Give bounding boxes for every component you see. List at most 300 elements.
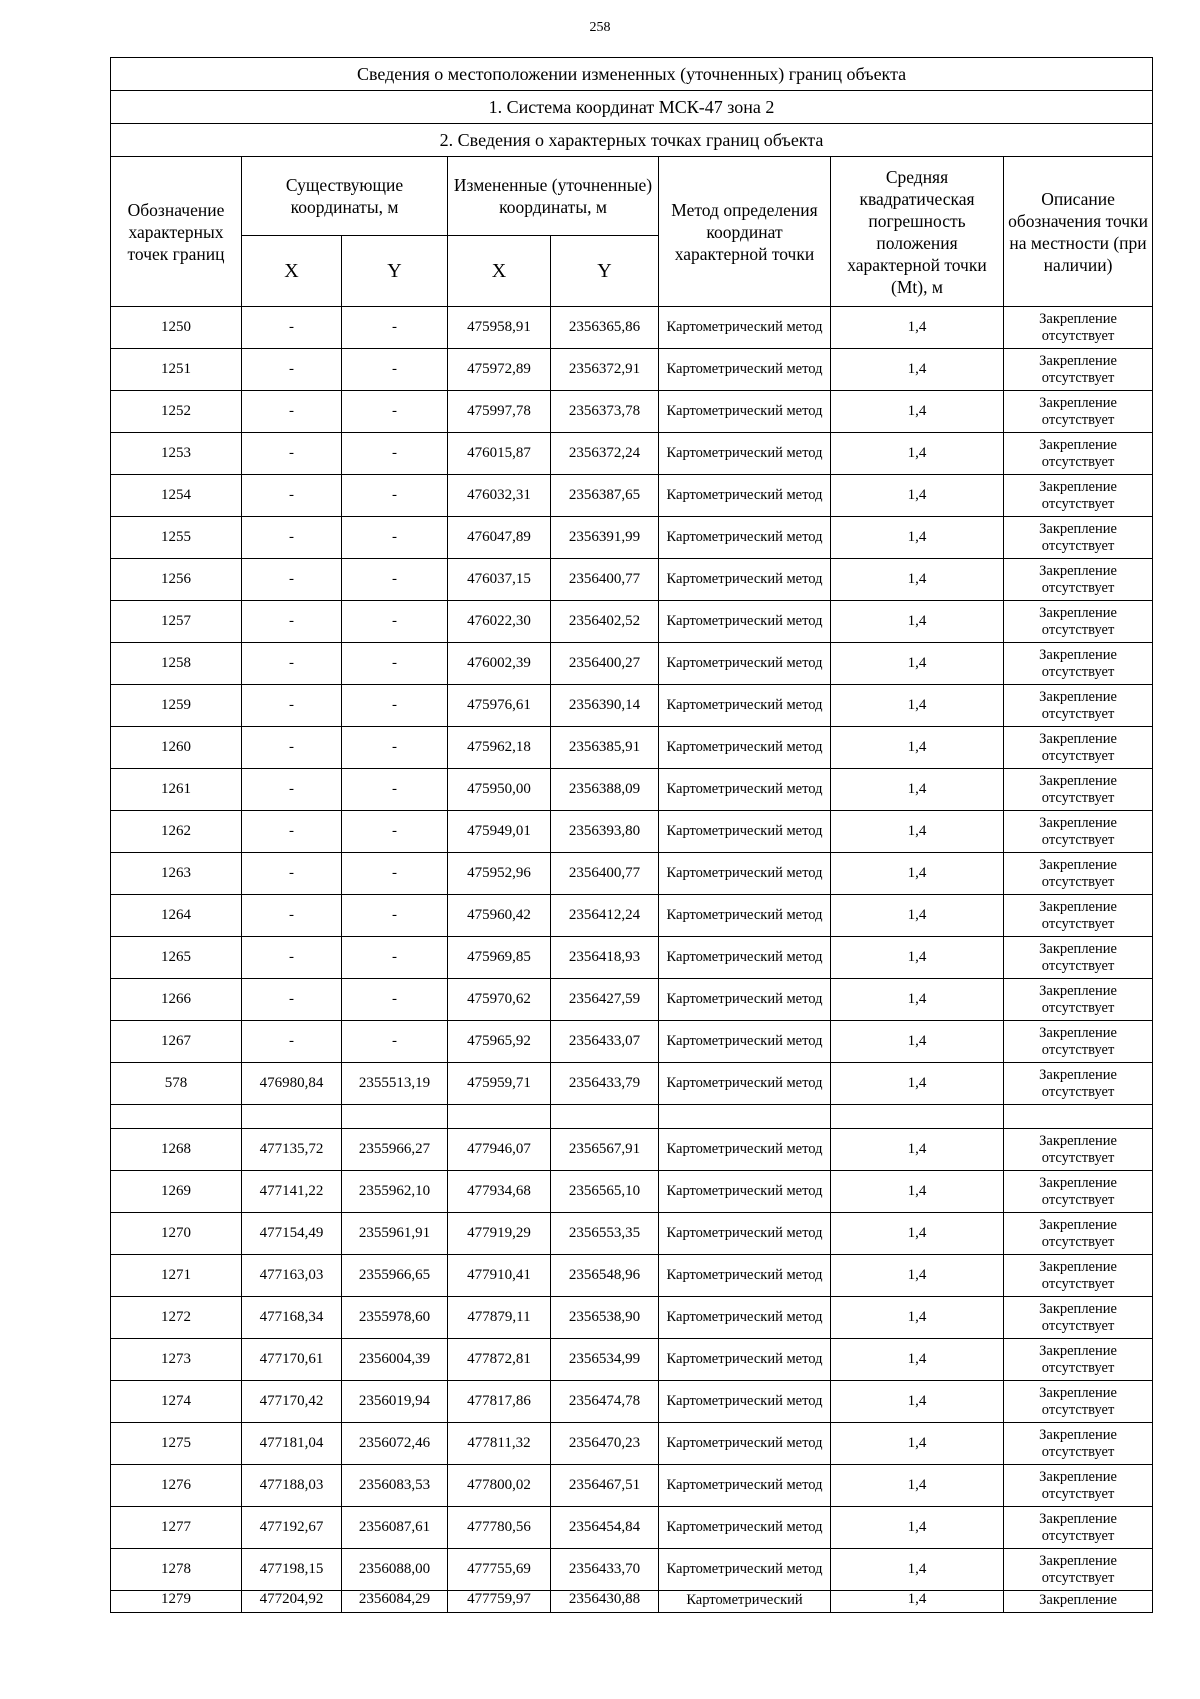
existing-x-cell: 477168,34 xyxy=(242,1297,342,1339)
existing-x-cell: - xyxy=(242,1021,342,1063)
table-row xyxy=(111,1213,1153,1255)
existing-x-cell: - xyxy=(242,559,342,601)
table-row xyxy=(111,769,1153,811)
description-cell-text: Закрепление отсутствует xyxy=(1039,688,1117,722)
changed-y-cell: 2356400,77 xyxy=(551,559,659,601)
changed-x-cell: 477919,29 xyxy=(448,1213,551,1255)
existing-x-cell: - xyxy=(242,475,342,517)
point-id-cell: 1266 xyxy=(111,979,242,1021)
method-cell xyxy=(659,1021,831,1063)
changed-x-cell: 475959,71 xyxy=(448,1063,551,1105)
existing-x-cell: 477163,03 xyxy=(242,1255,342,1297)
changed-x-cell: 477817,86 xyxy=(448,1381,551,1423)
existing-y-cell: - xyxy=(342,811,448,853)
existing-x-cell: 477192,67 xyxy=(242,1507,342,1549)
description-cell-text: Закрепление отсутствует xyxy=(1039,478,1117,512)
changed-x-cell: 476022,30 xyxy=(448,601,551,643)
description-cell-text: Закрепление отсутствует xyxy=(1039,646,1117,680)
changed-x-cell: 476037,15 xyxy=(448,559,551,601)
description-cell-text: Закрепление отсутствует xyxy=(1039,1216,1117,1250)
coordinate-system-title: 1. Система координат МСК-47 зона 2 xyxy=(111,91,1153,124)
point-id-cell: 1265 xyxy=(111,937,242,979)
section-title: 2. Сведения о характерных точках границ объекта xyxy=(111,124,1153,157)
error-cell: 1,4 xyxy=(831,1549,1004,1591)
point-id-cell: 1257 xyxy=(111,601,242,643)
error-cell: 1,4 xyxy=(831,1423,1004,1465)
method-cell-text: Картометрический метод xyxy=(666,445,823,461)
method-cell xyxy=(659,307,831,349)
changed-x-cell: 477800,02 xyxy=(448,1465,551,1507)
point-id-cell: 1256 xyxy=(111,559,242,601)
description-cell-text: Закрепление отсутствует xyxy=(1039,352,1117,386)
existing-x-cell: - xyxy=(242,853,342,895)
point-id-cell: 1278 xyxy=(111,1549,242,1591)
description-cell-text: Закрепление отсутствует xyxy=(1039,604,1117,638)
method-cell xyxy=(659,1213,831,1255)
error-cell: 1,4 xyxy=(831,601,1004,643)
existing-x-cell: - xyxy=(242,895,342,937)
changed-y-cell: 2356467,51 xyxy=(551,1465,659,1507)
existing-x-cell: - xyxy=(242,643,342,685)
existing-x-cell: 477170,61 xyxy=(242,1339,342,1381)
point-id-cell: 1274 xyxy=(111,1381,242,1423)
method-cell-text: Картометрический метод xyxy=(666,697,823,713)
changed-y-cell: 2356427,59 xyxy=(551,979,659,1021)
method-cell xyxy=(659,1255,831,1297)
existing-y-cell: - xyxy=(342,895,448,937)
header-error: Средняя квадратическая погрешность положения характерной точки (Mt), м xyxy=(831,157,1004,307)
error-cell: 1,4 xyxy=(831,433,1004,475)
description-cell xyxy=(1004,475,1153,517)
description-cell-text: Закрепление отсутствует xyxy=(1039,1258,1117,1292)
boundary-points-table xyxy=(110,57,1153,1613)
description-cell xyxy=(1004,391,1153,433)
header-changed-y: Y xyxy=(551,236,659,307)
description-cell-text: Закрепление отсутствует xyxy=(1039,436,1117,470)
changed-x-cell: 475969,85 xyxy=(448,937,551,979)
point-id-cell: 1272 xyxy=(111,1297,242,1339)
point-id-cell: 1253 xyxy=(111,433,242,475)
existing-x-cell: - xyxy=(242,391,342,433)
header-changed-x: X xyxy=(448,236,551,307)
description-cell xyxy=(1004,1549,1153,1591)
existing-x-cell: 477154,49 xyxy=(242,1213,342,1255)
changed-x-cell: 477811,32 xyxy=(448,1423,551,1465)
changed-x-cell: 477872,81 xyxy=(448,1339,551,1381)
method-cell-text: Картометрический метод xyxy=(666,571,823,587)
header-existing-coordinates: Существующие координаты, м xyxy=(242,157,448,236)
table-row xyxy=(111,1549,1153,1591)
existing-x-cell: 476980,84 xyxy=(242,1063,342,1105)
existing-x-cell: - xyxy=(242,811,342,853)
description-cell xyxy=(1004,937,1153,979)
table-row xyxy=(111,1381,1153,1423)
changed-y-cell: 2356400,27 xyxy=(551,643,659,685)
existing-x-cell: - xyxy=(242,517,342,559)
existing-y-cell: - xyxy=(342,391,448,433)
description-cell xyxy=(1004,1297,1153,1339)
changed-x-cell: 476032,31 xyxy=(448,475,551,517)
point-id-cell: 1251 xyxy=(111,349,242,391)
table-row xyxy=(111,559,1153,601)
method-cell xyxy=(659,895,831,937)
method-cell-text: Картометрический метод xyxy=(666,403,823,419)
existing-x-cell: - xyxy=(242,349,342,391)
existing-y-cell: 2355961,91 xyxy=(342,1213,448,1255)
existing-y-cell: - xyxy=(342,349,448,391)
changed-y-cell: 2356391,99 xyxy=(551,517,659,559)
header-description: Описание обозначения точки на местности (при наличии) xyxy=(1004,157,1153,307)
existing-y-cell: - xyxy=(342,433,448,475)
point-id-cell: 1254 xyxy=(111,475,242,517)
point-id-cell: 1252 xyxy=(111,391,242,433)
error-cell: 1,4 xyxy=(831,1507,1004,1549)
changed-y-cell: 2356553,35 xyxy=(551,1213,659,1255)
method-cell xyxy=(659,1063,831,1105)
description-cell xyxy=(1004,1171,1153,1213)
method-cell-text: Картометрический метод xyxy=(666,1141,823,1157)
description-cell xyxy=(1004,853,1153,895)
changed-x-cell: 475958,91 xyxy=(448,307,551,349)
method-cell-text: Картометрический метод xyxy=(666,1183,823,1199)
description-cell-text: Закрепление отсутствует xyxy=(1039,1384,1117,1418)
changed-y-cell: 2356390,14 xyxy=(551,685,659,727)
method-cell-text: Картометрический метод xyxy=(666,781,823,797)
changed-y-cell: 2356470,23 xyxy=(551,1423,659,1465)
error-cell: 1,4 xyxy=(831,853,1004,895)
error-cell: 1,4 xyxy=(831,475,1004,517)
changed-y-cell: 2356400,77 xyxy=(551,853,659,895)
changed-x-cell: 475960,42 xyxy=(448,895,551,937)
description-cell-text: Закрепление отсутствует xyxy=(1039,1024,1117,1058)
method-cell xyxy=(659,853,831,895)
existing-y-cell: 2356004,39 xyxy=(342,1339,448,1381)
method-cell xyxy=(659,1129,831,1171)
existing-y-cell: - xyxy=(342,1021,448,1063)
description-cell-text: Закрепление xyxy=(1039,1592,1117,1608)
description-cell-text: Закрепление отсутствует xyxy=(1039,856,1117,890)
existing-y-cell: - xyxy=(342,559,448,601)
method-cell-text: Картометрический метод xyxy=(666,1225,823,1241)
changed-x-cell: 477946,07 xyxy=(448,1129,551,1171)
description-cell xyxy=(1004,1213,1153,1255)
changed-y-cell: 2356373,78 xyxy=(551,391,659,433)
method-cell-text: Картометрический метод xyxy=(666,865,823,881)
changed-x-cell: 477934,68 xyxy=(448,1171,551,1213)
method-cell xyxy=(659,559,831,601)
table-row xyxy=(111,475,1153,517)
method-cell xyxy=(659,601,831,643)
description-cell-text: Закрепление отсутствует xyxy=(1039,982,1117,1016)
point-id-cell: 1259 xyxy=(111,685,242,727)
error-cell: 1,4 xyxy=(831,349,1004,391)
description-cell xyxy=(1004,1423,1153,1465)
description-cell-text: Закрепление отсутствует xyxy=(1039,1468,1117,1502)
error-cell: 1,4 xyxy=(831,979,1004,1021)
error-cell: 1,4 xyxy=(831,1171,1004,1213)
method-cell xyxy=(659,1297,831,1339)
method-cell xyxy=(659,643,831,685)
existing-y-cell: 2356083,53 xyxy=(342,1465,448,1507)
existing-x-cell: 477188,03 xyxy=(242,1465,342,1507)
empty-cell xyxy=(551,1105,659,1129)
method-cell xyxy=(659,979,831,1021)
existing-x-cell: - xyxy=(242,937,342,979)
description-cell-text: Закрепление отсутствует xyxy=(1039,1342,1117,1376)
method-cell-text: Картометрический метод xyxy=(666,1033,823,1049)
error-cell: 1,4 xyxy=(831,685,1004,727)
table-row xyxy=(111,1507,1153,1549)
changed-x-cell: 475949,01 xyxy=(448,811,551,853)
existing-x-cell: - xyxy=(242,433,342,475)
description-cell-text: Закрепление отсутствует xyxy=(1039,898,1117,932)
existing-y-cell: - xyxy=(342,727,448,769)
changed-y-cell: 2356433,70 xyxy=(551,1549,659,1591)
page-number: 258 xyxy=(589,20,611,35)
method-cell-text: Картометрический xyxy=(686,1592,803,1608)
changed-y-cell: 2356365,86 xyxy=(551,307,659,349)
table-row xyxy=(111,979,1153,1021)
method-cell-text: Картометрический метод xyxy=(666,949,823,965)
method-cell xyxy=(659,1423,831,1465)
error-cell: 1,4 xyxy=(831,1381,1004,1423)
description-cell-text: Закрепление отсутствует xyxy=(1039,772,1117,806)
method-cell-text: Картометрический метод xyxy=(666,613,823,629)
changed-y-cell: 2356402,52 xyxy=(551,601,659,643)
table-title: Сведения о местоположении измененных (уточненных) границ объекта xyxy=(111,58,1153,91)
description-cell-text: Закрепление отсутствует xyxy=(1039,310,1117,344)
error-cell: 1,4 xyxy=(831,769,1004,811)
changed-y-cell: 2356567,91 xyxy=(551,1129,659,1171)
description-cell xyxy=(1004,517,1153,559)
method-cell xyxy=(659,475,831,517)
table-row xyxy=(111,685,1153,727)
changed-x-cell: 477759,97 xyxy=(448,1591,551,1613)
description-cell-text: Закрепление отсутствует xyxy=(1039,814,1117,848)
point-id-cell: 1276 xyxy=(111,1465,242,1507)
table-row xyxy=(111,1339,1153,1381)
table-row xyxy=(111,1297,1153,1339)
point-id-cell: 1260 xyxy=(111,727,242,769)
table-row xyxy=(111,853,1153,895)
error-cell: 1,4 xyxy=(831,937,1004,979)
changed-y-cell: 2356387,65 xyxy=(551,475,659,517)
description-cell xyxy=(1004,643,1153,685)
method-cell xyxy=(659,1549,831,1591)
error-cell: 1,4 xyxy=(831,307,1004,349)
method-cell-text: Картометрический метод xyxy=(666,739,823,755)
method-cell-text: Картометрический метод xyxy=(666,1267,823,1283)
error-cell: 1,4 xyxy=(831,1297,1004,1339)
existing-y-cell: - xyxy=(342,769,448,811)
description-cell xyxy=(1004,1591,1153,1613)
error-cell: 1,4 xyxy=(831,559,1004,601)
empty-cell xyxy=(342,1105,448,1129)
method-cell xyxy=(659,937,831,979)
changed-x-cell: 475950,00 xyxy=(448,769,551,811)
description-cell-text: Закрепление отсутствует xyxy=(1039,1174,1117,1208)
description-cell xyxy=(1004,349,1153,391)
table-row xyxy=(111,391,1153,433)
table-row xyxy=(111,1591,1153,1613)
changed-x-cell: 475962,18 xyxy=(448,727,551,769)
method-cell xyxy=(659,685,831,727)
changed-y-cell: 2356388,09 xyxy=(551,769,659,811)
changed-x-cell: 475976,61 xyxy=(448,685,551,727)
error-cell: 1,4 xyxy=(831,1591,1004,1613)
description-cell xyxy=(1004,1507,1153,1549)
table-row xyxy=(111,1129,1153,1171)
method-cell-text: Картометрический метод xyxy=(666,655,823,671)
error-cell: 1,4 xyxy=(831,1213,1004,1255)
empty-cell xyxy=(448,1105,551,1129)
empty-cell xyxy=(1004,1105,1153,1129)
changed-y-cell: 2356454,84 xyxy=(551,1507,659,1549)
method-cell-text: Картометрический метод xyxy=(666,529,823,545)
changed-y-cell: 2356548,96 xyxy=(551,1255,659,1297)
method-cell-text: Картометрический метод xyxy=(666,1393,823,1409)
changed-x-cell: 475952,96 xyxy=(448,853,551,895)
method-cell-text: Картометрический метод xyxy=(666,487,823,503)
description-cell-text: Закрепление отсутствует xyxy=(1039,1300,1117,1334)
changed-y-cell: 2356474,78 xyxy=(551,1381,659,1423)
existing-y-cell: 2355513,19 xyxy=(342,1063,448,1105)
description-cell-text: Закрепление отсутствует xyxy=(1039,940,1117,974)
existing-y-cell: 2356087,61 xyxy=(342,1507,448,1549)
table-row xyxy=(111,1021,1153,1063)
changed-x-cell: 476047,89 xyxy=(448,517,551,559)
method-cell-text: Картометрический метод xyxy=(666,1435,823,1451)
method-cell xyxy=(659,349,831,391)
changed-x-cell: 477910,41 xyxy=(448,1255,551,1297)
existing-y-cell: 2356019,94 xyxy=(342,1381,448,1423)
existing-x-cell: - xyxy=(242,727,342,769)
table-row xyxy=(111,895,1153,937)
table-row xyxy=(111,811,1153,853)
method-cell xyxy=(659,1171,831,1213)
table-row xyxy=(111,1423,1153,1465)
error-cell: 1,4 xyxy=(831,727,1004,769)
method-cell-text: Картометрический метод xyxy=(666,319,823,335)
description-cell xyxy=(1004,685,1153,727)
changed-y-cell: 2356385,91 xyxy=(551,727,659,769)
description-cell xyxy=(1004,601,1153,643)
existing-y-cell: - xyxy=(342,853,448,895)
point-id-cell: 1262 xyxy=(111,811,242,853)
existing-x-cell: 477141,22 xyxy=(242,1171,342,1213)
point-id-cell: 1279 xyxy=(111,1591,242,1613)
point-id-cell: 578 xyxy=(111,1063,242,1105)
error-cell: 1,4 xyxy=(831,1021,1004,1063)
error-cell: 1,4 xyxy=(831,517,1004,559)
method-cell-text: Картометрический метод xyxy=(666,1519,823,1535)
changed-y-cell: 2356565,10 xyxy=(551,1171,659,1213)
error-cell: 1,4 xyxy=(831,1339,1004,1381)
empty-cell xyxy=(111,1105,242,1129)
method-cell xyxy=(659,433,831,475)
existing-x-cell: 477198,15 xyxy=(242,1549,342,1591)
method-cell xyxy=(659,1339,831,1381)
description-cell xyxy=(1004,1381,1153,1423)
error-cell: 1,4 xyxy=(831,643,1004,685)
existing-x-cell: 477170,42 xyxy=(242,1381,342,1423)
changed-x-cell: 476002,39 xyxy=(448,643,551,685)
existing-x-cell: 477204,92 xyxy=(242,1591,342,1613)
point-id-cell: 1268 xyxy=(111,1129,242,1171)
changed-y-cell: 2356372,91 xyxy=(551,349,659,391)
table-row xyxy=(111,937,1153,979)
point-id-cell: 1275 xyxy=(111,1423,242,1465)
existing-x-cell: - xyxy=(242,685,342,727)
changed-y-cell: 2356538,90 xyxy=(551,1297,659,1339)
existing-y-cell: 2356088,00 xyxy=(342,1549,448,1591)
method-cell xyxy=(659,1591,831,1613)
method-cell xyxy=(659,1507,831,1549)
description-cell-text: Закрепление отсутствует xyxy=(1039,1132,1117,1166)
empty-cell xyxy=(659,1105,831,1129)
existing-y-cell: - xyxy=(342,937,448,979)
method-cell-text: Картометрический метод xyxy=(666,1075,823,1091)
point-id-cell: 1269 xyxy=(111,1171,242,1213)
method-cell xyxy=(659,517,831,559)
changed-x-cell: 475965,92 xyxy=(448,1021,551,1063)
existing-y-cell: 2355962,10 xyxy=(342,1171,448,1213)
header-changed-coordinates: Измененные (уточненные) координаты, м xyxy=(448,157,659,236)
existing-y-cell: 2356072,46 xyxy=(342,1423,448,1465)
error-cell: 1,4 xyxy=(831,1465,1004,1507)
description-cell-text: Закрепление отсутствует xyxy=(1039,520,1117,554)
changed-x-cell: 477780,56 xyxy=(448,1507,551,1549)
description-cell-text: Закрепление отсутствует xyxy=(1039,562,1117,596)
existing-y-cell: 2355966,65 xyxy=(342,1255,448,1297)
description-cell xyxy=(1004,559,1153,601)
description-cell xyxy=(1004,769,1153,811)
changed-x-cell: 475997,78 xyxy=(448,391,551,433)
description-cell xyxy=(1004,433,1153,475)
existing-x-cell: - xyxy=(242,307,342,349)
description-cell-text: Закрепление отсутствует xyxy=(1039,730,1117,764)
existing-y-cell: 2355966,27 xyxy=(342,1129,448,1171)
error-cell: 1,4 xyxy=(831,811,1004,853)
changed-y-cell: 2356418,93 xyxy=(551,937,659,979)
changed-x-cell: 476015,87 xyxy=(448,433,551,475)
description-cell-text: Закрепление отсутствует xyxy=(1039,1066,1117,1100)
method-cell xyxy=(659,1381,831,1423)
table-row xyxy=(111,601,1153,643)
changed-y-cell: 2356433,07 xyxy=(551,1021,659,1063)
header-method: Метод определения координат характерной точки xyxy=(659,157,831,307)
empty-cell xyxy=(242,1105,342,1129)
description-cell-text: Закрепление отсутствует xyxy=(1039,1510,1117,1544)
description-cell xyxy=(1004,1021,1153,1063)
method-cell-text: Картометрический метод xyxy=(666,823,823,839)
table-row xyxy=(111,1465,1153,1507)
empty-cell xyxy=(831,1105,1004,1129)
point-id-cell: 1261 xyxy=(111,769,242,811)
description-cell xyxy=(1004,979,1153,1021)
existing-y-cell: - xyxy=(342,643,448,685)
changed-y-cell: 2356534,99 xyxy=(551,1339,659,1381)
error-cell: 1,4 xyxy=(831,1129,1004,1171)
table-row xyxy=(111,517,1153,559)
description-cell xyxy=(1004,1339,1153,1381)
table-row xyxy=(111,1171,1153,1213)
error-cell: 1,4 xyxy=(831,895,1004,937)
existing-y-cell: 2355978,60 xyxy=(342,1297,448,1339)
point-id-cell: 1273 xyxy=(111,1339,242,1381)
method-cell-text: Картометрический метод xyxy=(666,1309,823,1325)
changed-y-cell: 2356372,24 xyxy=(551,433,659,475)
